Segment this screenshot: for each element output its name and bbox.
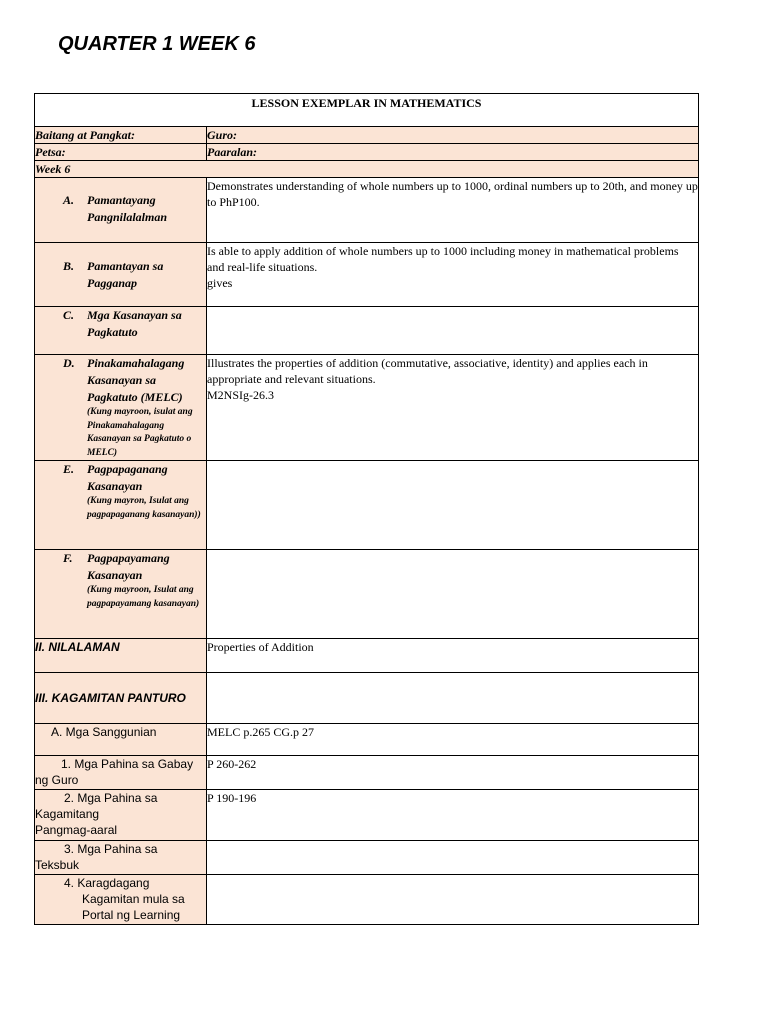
objective-note: (Kung mayroon, isulat ang Pinakamahalagang Kasanayan sa Pagkatuto o MELC) <box>87 407 193 458</box>
reference-content: P 190-196 <box>207 790 699 841</box>
objective-row <box>35 461 699 550</box>
objective-letter: D. <box>63 356 75 370</box>
objective-content <box>207 307 699 355</box>
objective-content: Illustrates the properties of addition (commutative, associative, identity) and applies each in appropriate and relevant situations. <box>207 356 648 386</box>
teacher-label: Guro: <box>207 127 699 144</box>
reference-label-line: Teksbuk <box>35 858 80 872</box>
objective-extra: gives <box>207 276 233 290</box>
reference-label-cell <box>35 841 207 875</box>
section-row <box>35 639 699 673</box>
reference-content <box>207 841 699 875</box>
kagamitan-label: III. KAGAMITAN PANTURO <box>35 673 207 724</box>
objective-note: (Kung mayroon, Isulat ang pagpapayamang kasanayan) <box>87 585 200 609</box>
reference-label-cell <box>35 756 207 790</box>
kagamitan-content <box>207 673 699 724</box>
objective-letter: A. <box>63 193 75 207</box>
date-label: Petsa: <box>35 144 207 161</box>
objective-label-cell <box>35 550 207 639</box>
objective-row <box>35 550 699 639</box>
objective-label: Mga Kasanayan sa Pagkatuto <box>87 308 182 339</box>
objective-letter: F. <box>63 551 73 565</box>
reference-row <box>35 841 699 875</box>
objective-row <box>35 307 699 355</box>
section-row <box>35 673 699 724</box>
reference-label: 4. Karagdagang <box>64 876 150 890</box>
sanggunian-label: A. Mga Sanggunian <box>35 724 207 756</box>
table-heading: LESSON EXEMPLAR IN MATHEMATICS <box>35 94 699 127</box>
objective-label: Pamantayang Pangnilalalman <box>87 193 168 224</box>
objective-letter: B. <box>63 259 75 273</box>
info-row <box>35 127 699 144</box>
objective-content <box>207 461 699 550</box>
objective-content: Demonstrates understanding of whole numbers up to 1000, ordinal numbers up to 20th, and money up to PhP100. <box>207 178 699 243</box>
reference-label-line: Pangmag-aaral <box>35 823 118 837</box>
objective-label-cell <box>35 355 207 461</box>
objective-letter: C. <box>63 308 75 322</box>
reference-label-cell <box>35 790 207 841</box>
objective-label: Pinakamahalagang Kasanayan sa Pagkatuto (MELC) <box>87 356 185 404</box>
info-row <box>35 161 699 178</box>
reference-row <box>35 756 699 790</box>
page-title: QUARTER 1 WEEK 6 <box>58 33 256 55</box>
reference-label: 2. Mga Pahina sa <box>64 791 158 805</box>
school-label: Paaralan: <box>207 144 699 161</box>
objective-label-cell <box>35 461 207 550</box>
nilalaman-label: II. NILALAMAN <box>35 639 207 673</box>
objective-label: Pagpapayamang Kasanayan <box>87 551 170 582</box>
objective-content-cell <box>207 355 699 461</box>
objective-label-cell <box>35 178 207 243</box>
objective-label: Pamantayan sa Pagganap <box>87 259 164 290</box>
week-label: Week 6 <box>35 161 699 178</box>
table-heading-row <box>35 94 699 127</box>
reference-label-cell <box>35 875 207 925</box>
reference-label-line: Kagamitan mula sa <box>82 892 185 906</box>
objective-label-cell <box>35 307 207 355</box>
objective-row <box>35 178 699 243</box>
objective-content-cell <box>207 243 699 307</box>
nilalaman-content: Properties of Addition <box>207 639 699 673</box>
objective-extra: M2NSIg-26.3 <box>207 388 275 402</box>
objective-letter: E. <box>63 462 75 476</box>
objective-content: Is able to apply addition of whole numbers up to 1000 including money in mathematical problems and real-life situations. <box>207 244 679 274</box>
reference-row <box>35 875 699 925</box>
objective-note: (Kung mayron, Isulat ang pagpapaganang kasanayan)) <box>87 496 201 520</box>
objective-row <box>35 355 699 461</box>
grade-section-label: Baitang at Pangkat: <box>35 127 207 144</box>
reference-label-line: Kagamitang <box>35 807 100 821</box>
reference-label: 3. Mga Pahina sa <box>64 842 158 856</box>
objective-row <box>35 243 699 307</box>
reference-label: 1. Mga Pahina sa Gabay <box>61 757 194 771</box>
reference-label-line: ng Guro <box>35 773 79 787</box>
reference-row <box>35 790 699 841</box>
reference-content <box>207 875 699 925</box>
objective-content <box>207 550 699 639</box>
lesson-exemplar-table <box>34 93 699 925</box>
sanggunian-content: MELC p.265 CG.p 27 <box>207 724 699 756</box>
reference-label-line: Portal ng Learning <box>82 908 181 922</box>
objective-label-cell <box>35 243 207 307</box>
info-row <box>35 144 699 161</box>
section-row <box>35 724 699 756</box>
objective-label: Pagpapaganang Kasanayan <box>87 462 168 493</box>
reference-content: P 260-262 <box>207 756 699 790</box>
